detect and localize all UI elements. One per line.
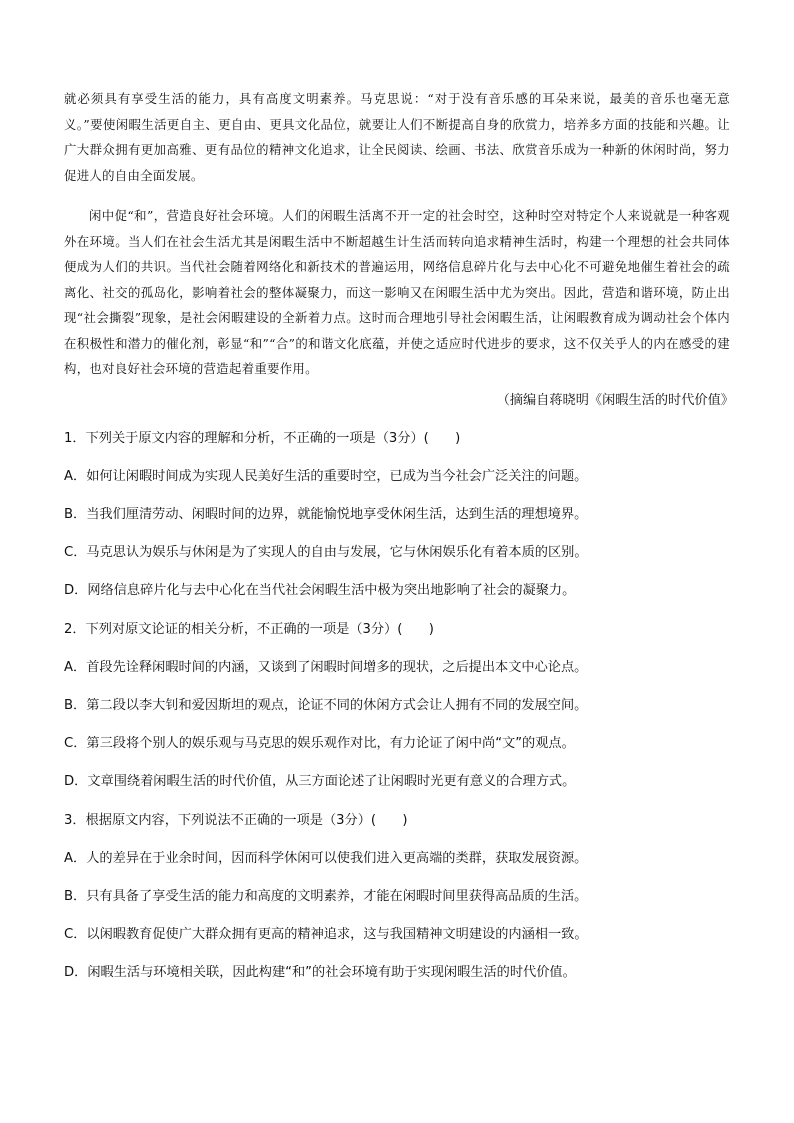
question-1-option-d[interactable]: D．网络信息碎片化与去中心化在当代社会闲暇生活中极为突出地影响了社会的凝聚力。	[64, 583, 576, 598]
question-2-stem: 2．下列对原文论证的相关分析，不正确的一项是（3分）( )	[64, 622, 434, 637]
question-3-option-b[interactable]: B．只有具备了享受生活的能力和高度的文明素养，才能在闲暇时间里获得高品质的生活。	[64, 889, 588, 904]
passage-paragraph-2: 闲中促“和”，营造良好社会环境。人们的闲暇生活离不开一定的社会时空，这种时空对特定个人来说就是一种客观外在环境。当人们在社会生活尤其是闲暇生活中不断超越生计生活而转向追求精神生活时，构建一个理想的社会共同体便成为人们的共识。当代社会随着网络化和新技术的普遍运用，网络信息碎片化与去中心化不可避免地催生着社会的疏离化、社交的孤岛化，影响着社会的整体凝聚力，而这一影响又在闲暇生活中尤为突出。因此，营造和谐环境，防止出现“社会撕裂”现象，是社会闲暇建设的全新着力点。这时而合理地引导社会闲暇生活，让闲暇教育成为调动社会个体内在积极性和潜力的催化剂，彰显“和”“合”的和谐文化底蕴，并使之适应时代进步的要求，这不仅关乎人的内在感受的建构，也对良好社会环境的营造起着重要作用。	[64, 208, 730, 376]
question-3-option-c[interactable]: C．以闲暇教育促使广大群众拥有更高的精神追求，这与我国精神文明建设的内涵相一致。	[64, 927, 588, 942]
question-3-stem: 3．根据原文内容，下列说法不正确的一项是（3分）( )	[64, 813, 408, 828]
question-3-option-d[interactable]: D．闲暇生活与环境相关联，因此构建“和”的社会环境有助于实现闲暇生活的时代价值。	[64, 965, 576, 980]
question-1-option-c[interactable]: C．马克思认为娱乐与休闲是为了实现人的自由与发展，它与休闲娱乐化有着本质的区别。	[64, 545, 588, 560]
question-2-option-a[interactable]: A．首段先诠释闲暇时间的内涵，又谈到了闲暇时间增多的现状，之后提出本文中心论点。	[64, 660, 588, 675]
question-2-option-c[interactable]: C．第三段将个别人的娱乐观与马克思的娱乐观作对比，有力论证了闲中尚“文”的观点。	[64, 736, 575, 751]
question-1-stem: 1．下列关于原文内容的理解和分析，不正确的一项是（3分）( )	[64, 431, 461, 446]
passage-paragraph-1: 就必须具有享受生活的能力，具有高度文明素养。马克思说：“对于没有音乐感的耳朵来说，最美的音乐也毫无意义。”要使闲暇生活更自主、更自由、更具文化品位，就要让人们不断提高自身的欣赏力，培养多方面的技能和兴趣。让广大群众拥有更加高雅、更有品位的精神文化追求，让全民阅读、绘画、书法、欣赏音乐成为一种新的休闲时尚，努力促进人的自由全面发展。	[64, 91, 730, 183]
question-1-option-a[interactable]: A．如何让闲暇时间成为实现人民美好生活的重要时空，已成为当今社会广泛关注的问题。	[64, 469, 588, 484]
question-3-option-a[interactable]: A．人的差异在于业余时间，因而科学休闲可以使我们进入更高端的类群，获取发展资源。	[64, 851, 588, 866]
question-2-option-b[interactable]: B．第二段以李大钊和爱因斯坦的观点，论证不同的休闲方式会让人拥有不同的发展空间。	[64, 698, 588, 713]
question-1-option-b[interactable]: B．当我们厘清劳动、闲暇时间的边界，就能愉悦地享受休闲生活，达到生活的理想境界。	[64, 507, 588, 522]
source-citation: （摘编自蒋晓明《闲暇生活的时代价值》	[496, 393, 734, 408]
question-2-option-d[interactable]: D．文章围绕着闲暇生活的时代价值，从三方面论述了让闲暇时光更有意义的合理方式。	[64, 774, 576, 789]
